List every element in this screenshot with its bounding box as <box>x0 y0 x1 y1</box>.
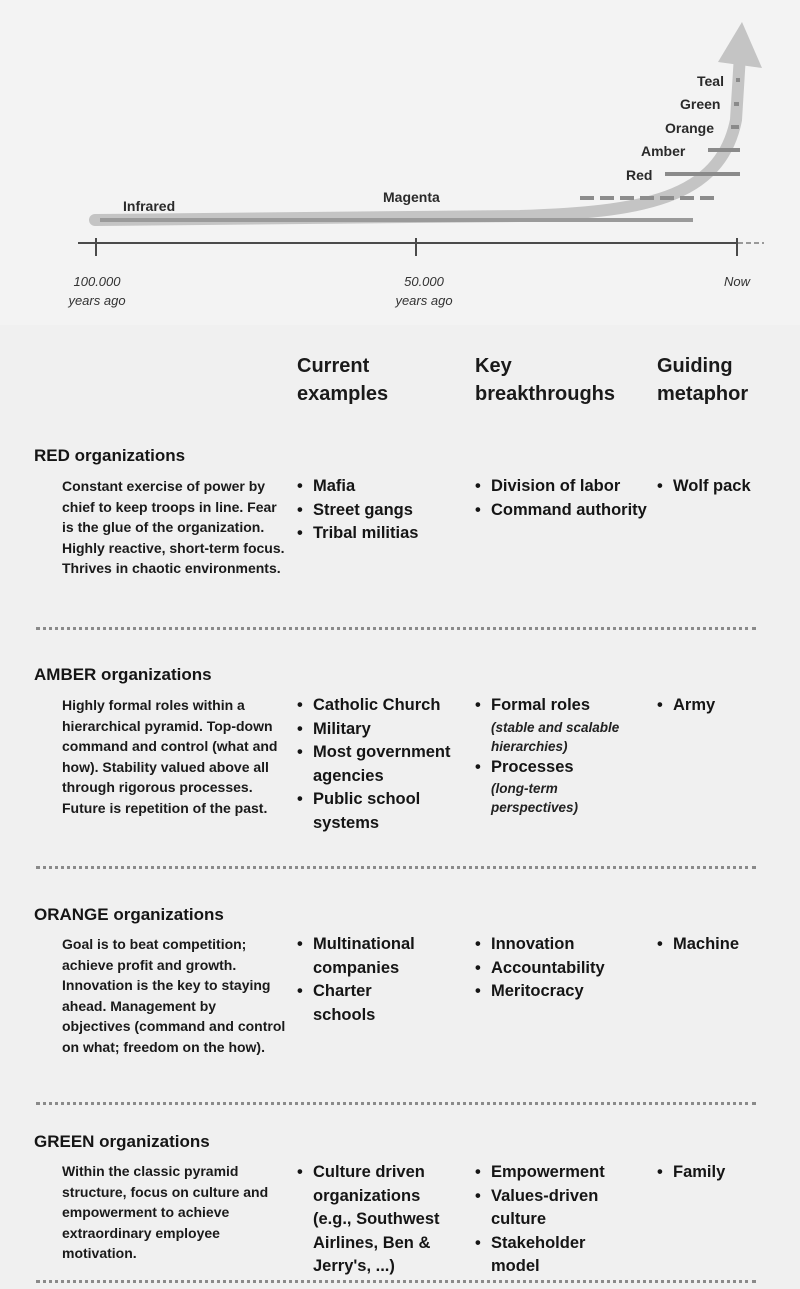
tick-label-50k <box>389 272 459 310</box>
breakthrough-item: • Division of labor <box>475 475 655 499</box>
row-separator <box>36 1102 756 1105</box>
breakthrough-item: • Meritocracy <box>475 980 655 1004</box>
metaphor-item: • Army <box>657 694 797 718</box>
breakthrough-item: • Innovation <box>475 933 655 957</box>
metaphor-orange <box>657 933 797 957</box>
breakthrough-text: Formal roles <box>491 696 591 714</box>
column-header-examples-line1: Current <box>297 355 370 377</box>
metaphor-item: • Machine <box>657 933 797 957</box>
stage-label-teal: Teal <box>697 73 724 89</box>
example-item: • Tribal militias <box>297 522 467 546</box>
example-item: • Public school systems <box>297 788 423 835</box>
growth-arrowhead <box>718 22 762 68</box>
column-header-metaphor <box>657 352 748 408</box>
org-description-red: Constant exercise of power by chief to keep troops in line. Fear is the glue of the organization. Highly reactive, short-term focus. Thrives in chaotic environments. <box>62 478 285 576</box>
breakthrough-item <box>475 756 645 818</box>
column-header-breakthroughs-line1: Key <box>475 355 512 377</box>
stage-label-green: Green <box>680 96 721 112</box>
org-description-amber: Highly formal roles within a hierarchical pyramid. Top-down command and control (what and how). Stability valued above all through rigorous processes. Future is repetition of the past. <box>62 697 278 816</box>
tick-label-100k-unit: years ago <box>68 293 126 308</box>
org-description-orange: Goal is to beat competition; achieve profit and growth. Innovation is the key to staying ahead. Management by objectives (command and control on what; freedom on the how). <box>62 936 286 1055</box>
stage-label-orange: Orange <box>665 120 715 136</box>
stage-label-magenta: Magenta <box>383 189 440 205</box>
example-item: • Charter schools <box>297 980 437 1027</box>
examples-list-amber <box>297 694 467 835</box>
metaphor-amber <box>657 694 797 718</box>
example-item: • Multinational companies <box>297 933 437 980</box>
breakthrough-note: (stable and scalable hierarchies) <box>491 719 620 754</box>
breakthrough-item: • Stakeholder model <box>475 1232 625 1279</box>
breakthrough-note: (long-term perspectives) <box>491 781 579 815</box>
metaphor-item: • Wolf pack <box>657 475 797 499</box>
column-header-breakthroughs <box>475 352 615 408</box>
breakthrough-item: • Command authority <box>475 499 655 523</box>
breakthrough-item: • Values-driven culture <box>475 1185 601 1232</box>
row-separator <box>36 866 756 869</box>
org-title-amber: AMBER organizations <box>34 665 212 684</box>
breakthroughs-list-amber <box>475 694 645 817</box>
breakthroughs-list-red <box>475 475 655 522</box>
example-item: • Street gangs <box>297 499 467 523</box>
example-item: • Culture driven organizations (e.g., Southwest Airlines, Ben & Jerry's, ...) <box>297 1161 447 1279</box>
tick-label-50k-unit: years ago <box>395 293 453 308</box>
examples-list-green <box>297 1161 447 1279</box>
column-header-examples-line2: examples <box>297 383 389 405</box>
breakthrough-item: • Empowerment <box>475 1161 625 1185</box>
tick-label-now <box>712 272 762 291</box>
org-title-red: RED organizations <box>34 446 186 465</box>
tick-label-100k-value: 100.000 <box>73 274 121 289</box>
breakthrough-item <box>475 694 645 756</box>
examples-list-red <box>297 475 467 546</box>
org-title-orange: ORANGE organizations <box>34 905 224 924</box>
row-separator <box>36 627 756 630</box>
column-header-breakthroughs-line2: breakthroughs <box>475 383 616 405</box>
column-header-examples <box>297 352 388 408</box>
example-item: • Catholic Church <box>297 694 467 718</box>
stage-label-infrared: Infrared <box>123 198 176 214</box>
metaphor-item: • Family <box>657 1161 797 1185</box>
org-title-green: GREEN organizations <box>34 1132 210 1151</box>
examples-list-orange <box>297 933 437 1027</box>
tick-label-50k-value: 50.000 <box>404 274 444 289</box>
example-item: • Mafia <box>297 475 467 499</box>
tick-label-now-value: Now <box>723 274 750 289</box>
example-item: • Military <box>297 718 467 742</box>
example-item: • Most government agencies <box>297 741 467 788</box>
evolution-timeline <box>0 0 800 325</box>
breakthroughs-list-green <box>475 1161 625 1279</box>
breakthrough-text: Processes <box>491 757 574 776</box>
row-separator <box>36 1280 756 1283</box>
tick-label-100k <box>62 272 132 310</box>
metaphor-green <box>657 1161 797 1185</box>
stage-label-red: Red <box>626 167 653 183</box>
breakthrough-item: • Accountability <box>475 957 655 981</box>
org-description-green: Within the classic pyramid structure, focus on culture and empowerment to achieve extraordinary employee motivation. <box>62 1163 269 1261</box>
metaphor-red <box>657 475 797 499</box>
column-header-metaphor-line1: Guiding <box>657 355 733 377</box>
column-header-metaphor-line2: metaphor <box>657 383 749 405</box>
stage-label-amber: Amber <box>641 143 686 159</box>
breakthroughs-list-orange <box>475 933 655 1004</box>
